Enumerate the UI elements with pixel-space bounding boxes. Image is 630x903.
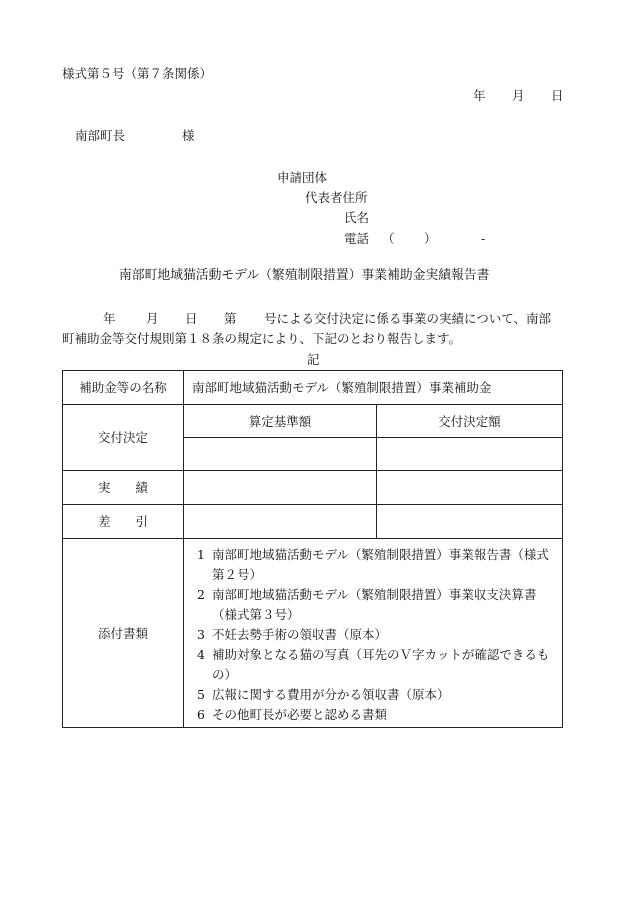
decision-label: 交付決定 xyxy=(63,405,184,471)
applicant-address-label: 代表者住所 xyxy=(305,190,368,205)
form-number-label: 様式第５号（第７条関係） xyxy=(62,66,213,81)
date-year: 年 xyxy=(473,88,486,103)
date-month: 月 xyxy=(512,88,525,103)
applicant-name-label: 氏名 xyxy=(344,210,370,225)
table-row-decision-header xyxy=(63,405,563,438)
body-line1-rest: 号による交付決定に係る事業の実績について、南部 xyxy=(264,311,552,326)
attachment-item: 2 南部町地域猫活動モデル（繁殖制限措置）事業収支決算書（様式第３号） xyxy=(197,587,537,622)
ki-label: 記 xyxy=(307,352,320,367)
base-amount-cell xyxy=(184,438,377,471)
decision-amount-cell xyxy=(377,438,563,471)
subsidy-name-value: 南部町地域猫活動モデル（繁殖制限措置）事業補助金 xyxy=(184,371,563,405)
table-row-attachments xyxy=(63,539,563,728)
difference-label: 差 引 xyxy=(63,505,184,539)
attachment-item: 6 その他町長が必要と認める書類 xyxy=(197,707,388,722)
body-line2: 町補助金等交付規則第１８条の規定により、下記のとおり報告します。 xyxy=(62,331,462,346)
table-row-name xyxy=(63,371,563,405)
actual-decision-cell xyxy=(377,471,563,505)
table-row-actual xyxy=(63,471,563,505)
applicant-org-label: 申請団体 xyxy=(277,170,328,185)
col-header-base-amount: 算定基準額 xyxy=(184,405,377,438)
difference-base-cell xyxy=(184,505,377,539)
recipient-honorific: 様 xyxy=(182,128,195,143)
phone-open-paren: （ xyxy=(382,231,395,246)
subsidy-name-label: 補助金等の名称 xyxy=(63,371,184,405)
body-month: 月 xyxy=(146,311,159,326)
recipient-name: 南部町長 xyxy=(75,128,126,143)
body-year: 年 xyxy=(103,311,116,326)
body-day: 日 xyxy=(185,311,198,326)
body-dai: 第 xyxy=(224,311,237,326)
attachment-item: 3 不妊去勢手術の領収書（原本） xyxy=(197,627,388,642)
attachment-item: 4 補助対象となる猫の写真（耳先のＶ字カットが確認できるもの） xyxy=(197,647,550,682)
phone-close-paren: ） xyxy=(424,231,437,246)
attachment-item: 1 南部町地域猫活動モデル（繁殖制限措置）事業報告書（様式第２号） xyxy=(197,547,549,582)
report-table xyxy=(62,370,563,728)
attachments-cell xyxy=(184,539,563,728)
date-day: 日 xyxy=(551,88,564,103)
attachment-item: 5 広報に関する費用が分かる領収書（原本） xyxy=(197,687,450,702)
actual-base-cell xyxy=(184,471,377,505)
attachments-list xyxy=(184,539,562,727)
difference-decision-cell xyxy=(377,505,563,539)
attachments-label: 添付書類 xyxy=(63,539,184,728)
applicant-phone-label: 電話 xyxy=(344,231,370,246)
document-title: 南部町地域猫活動モデル（繁殖制限措置）事業補助金実績報告書 xyxy=(119,268,490,283)
actual-label: 実 績 xyxy=(63,471,184,505)
phone-dash: - xyxy=(481,231,486,246)
col-header-decision-amount: 交付決定額 xyxy=(377,405,563,438)
table-row-difference xyxy=(63,505,563,539)
